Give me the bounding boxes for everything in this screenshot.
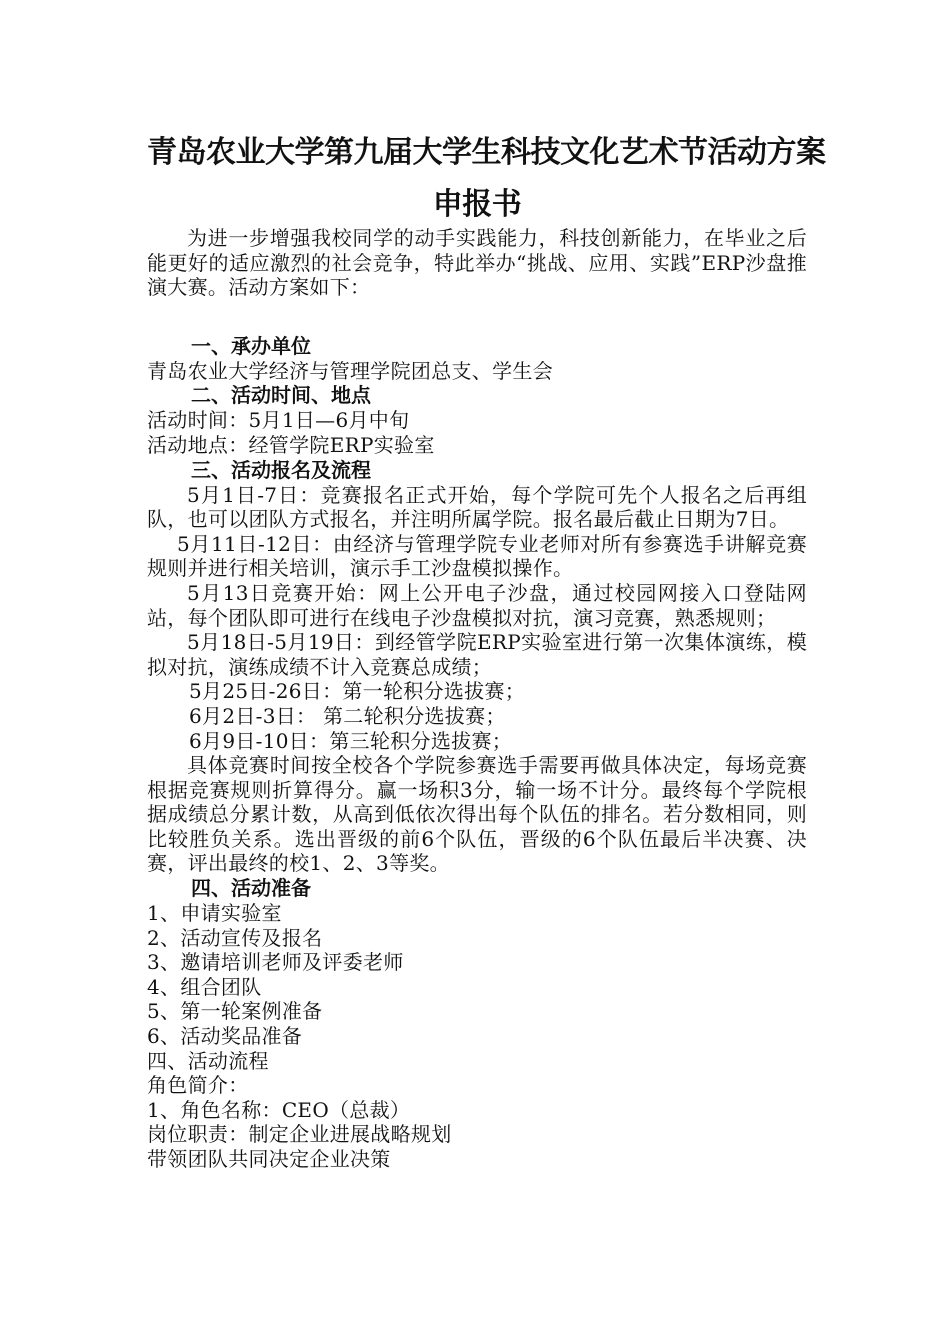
document-page: [147, 128, 826, 1172]
role-duty-2: 带领团队共同决定企业决策: [147, 1147, 391, 1171]
section4-item: 4、组合团队: [147, 974, 262, 999]
document-title-line2: 申报书: [432, 187, 522, 222]
section2-heading: 二、活动时间、地点: [191, 383, 371, 408]
document-title-line1: 青岛农业大学第九届大学生科技文化艺术节活动方案: [147, 135, 826, 170]
section4-item: 6、活动奖品准备: [147, 1024, 303, 1049]
section3-paragraph-7: 6月9日-10日：第三轮积分选拔赛；: [189, 728, 513, 753]
section1-heading: 一、承办单位: [191, 333, 311, 358]
section3-paragraph-3: 5月13日竞赛开始：网上公开电子沙盘，通过校园网接入口登陆网站，每个团队即可进行在线电子沙盘模拟对抗，演习竞赛，熟悉规则；: [147, 580, 807, 630]
section4-item: 1、申请实验室: [147, 901, 282, 926]
section4-item: 3、邀请培训老师及评委老师: [147, 950, 404, 975]
roles-label: 角色简介：: [147, 1073, 249, 1098]
role-name: 1、角色名称：CEO（总裁）: [147, 1097, 411, 1122]
section3-paragraph-4: 5月18日-5月19日：到经管学院ERP实验室进行第一次集体演练，模拟对抗，演练成绩不计入竞赛总成绩；: [147, 630, 807, 679]
section2-time: 活动时间：5月1日—6月中旬: [147, 408, 410, 433]
section4-heading: 四、活动准备: [191, 876, 311, 901]
section3-paragraph-8: 具体竞赛时间按全校各个学院参赛选手需要再做具体决定，每场竞赛根据竞赛规则折算得分。赢一场积3分，输一场不计分。最终每个学院根据成绩总分累计数，从高到低依次得出每个队伍的排名。若分数相同，则比较胜负关系。选出晋级的前6个队伍，晋级的6个队伍最后半决赛、决赛，评出最终的校1、2、3等奖。: [147, 753, 807, 876]
section2-place: 活动地点：经管学院ERP实验室: [147, 432, 435, 457]
section4-item: 5、第一轮案例准备: [147, 999, 323, 1024]
intro-paragraph: 为进一步增强我校同学的动手实践能力，科技创新能力，在毕业之后能更好的适应激烈的社会竞争，特此举办“挑战、应用、实践”ERP沙盘推演大赛。活动方案如下：: [147, 226, 807, 300]
section3-paragraph-5: 5月25日-26日：第一轮积分选拔赛；: [189, 679, 526, 704]
spacer: [147, 300, 807, 334]
section3-paragraph-2: 5月11日-12日：由经济与管理学院专业老师对所有参赛选手讲解竞赛规则并进行相关培训，演示手工沙盘模拟操作。: [147, 531, 807, 581]
section3-paragraph-1: 5月1日-7日：竞赛报名正式开始，每个学院可先个人报名之后再组队，也可以团队方式报名，并注明所属学院。报名最后截止日期为7日。: [147, 482, 807, 532]
section3-paragraph-6: 6月2日-3日： 第二轮积分选拔赛；: [189, 703, 506, 728]
role-duty: 岗位职责：制定企业进展战略规划: [147, 1122, 452, 1147]
section1-text: 青岛农业大学经济与管理学院团总支、学生会: [147, 358, 553, 383]
section4-item: 2、活动宣传及报名: [147, 925, 323, 950]
section3-heading: 三、活动报名及流程: [191, 457, 371, 482]
section5-heading: 四、活动流程: [147, 1048, 269, 1073]
